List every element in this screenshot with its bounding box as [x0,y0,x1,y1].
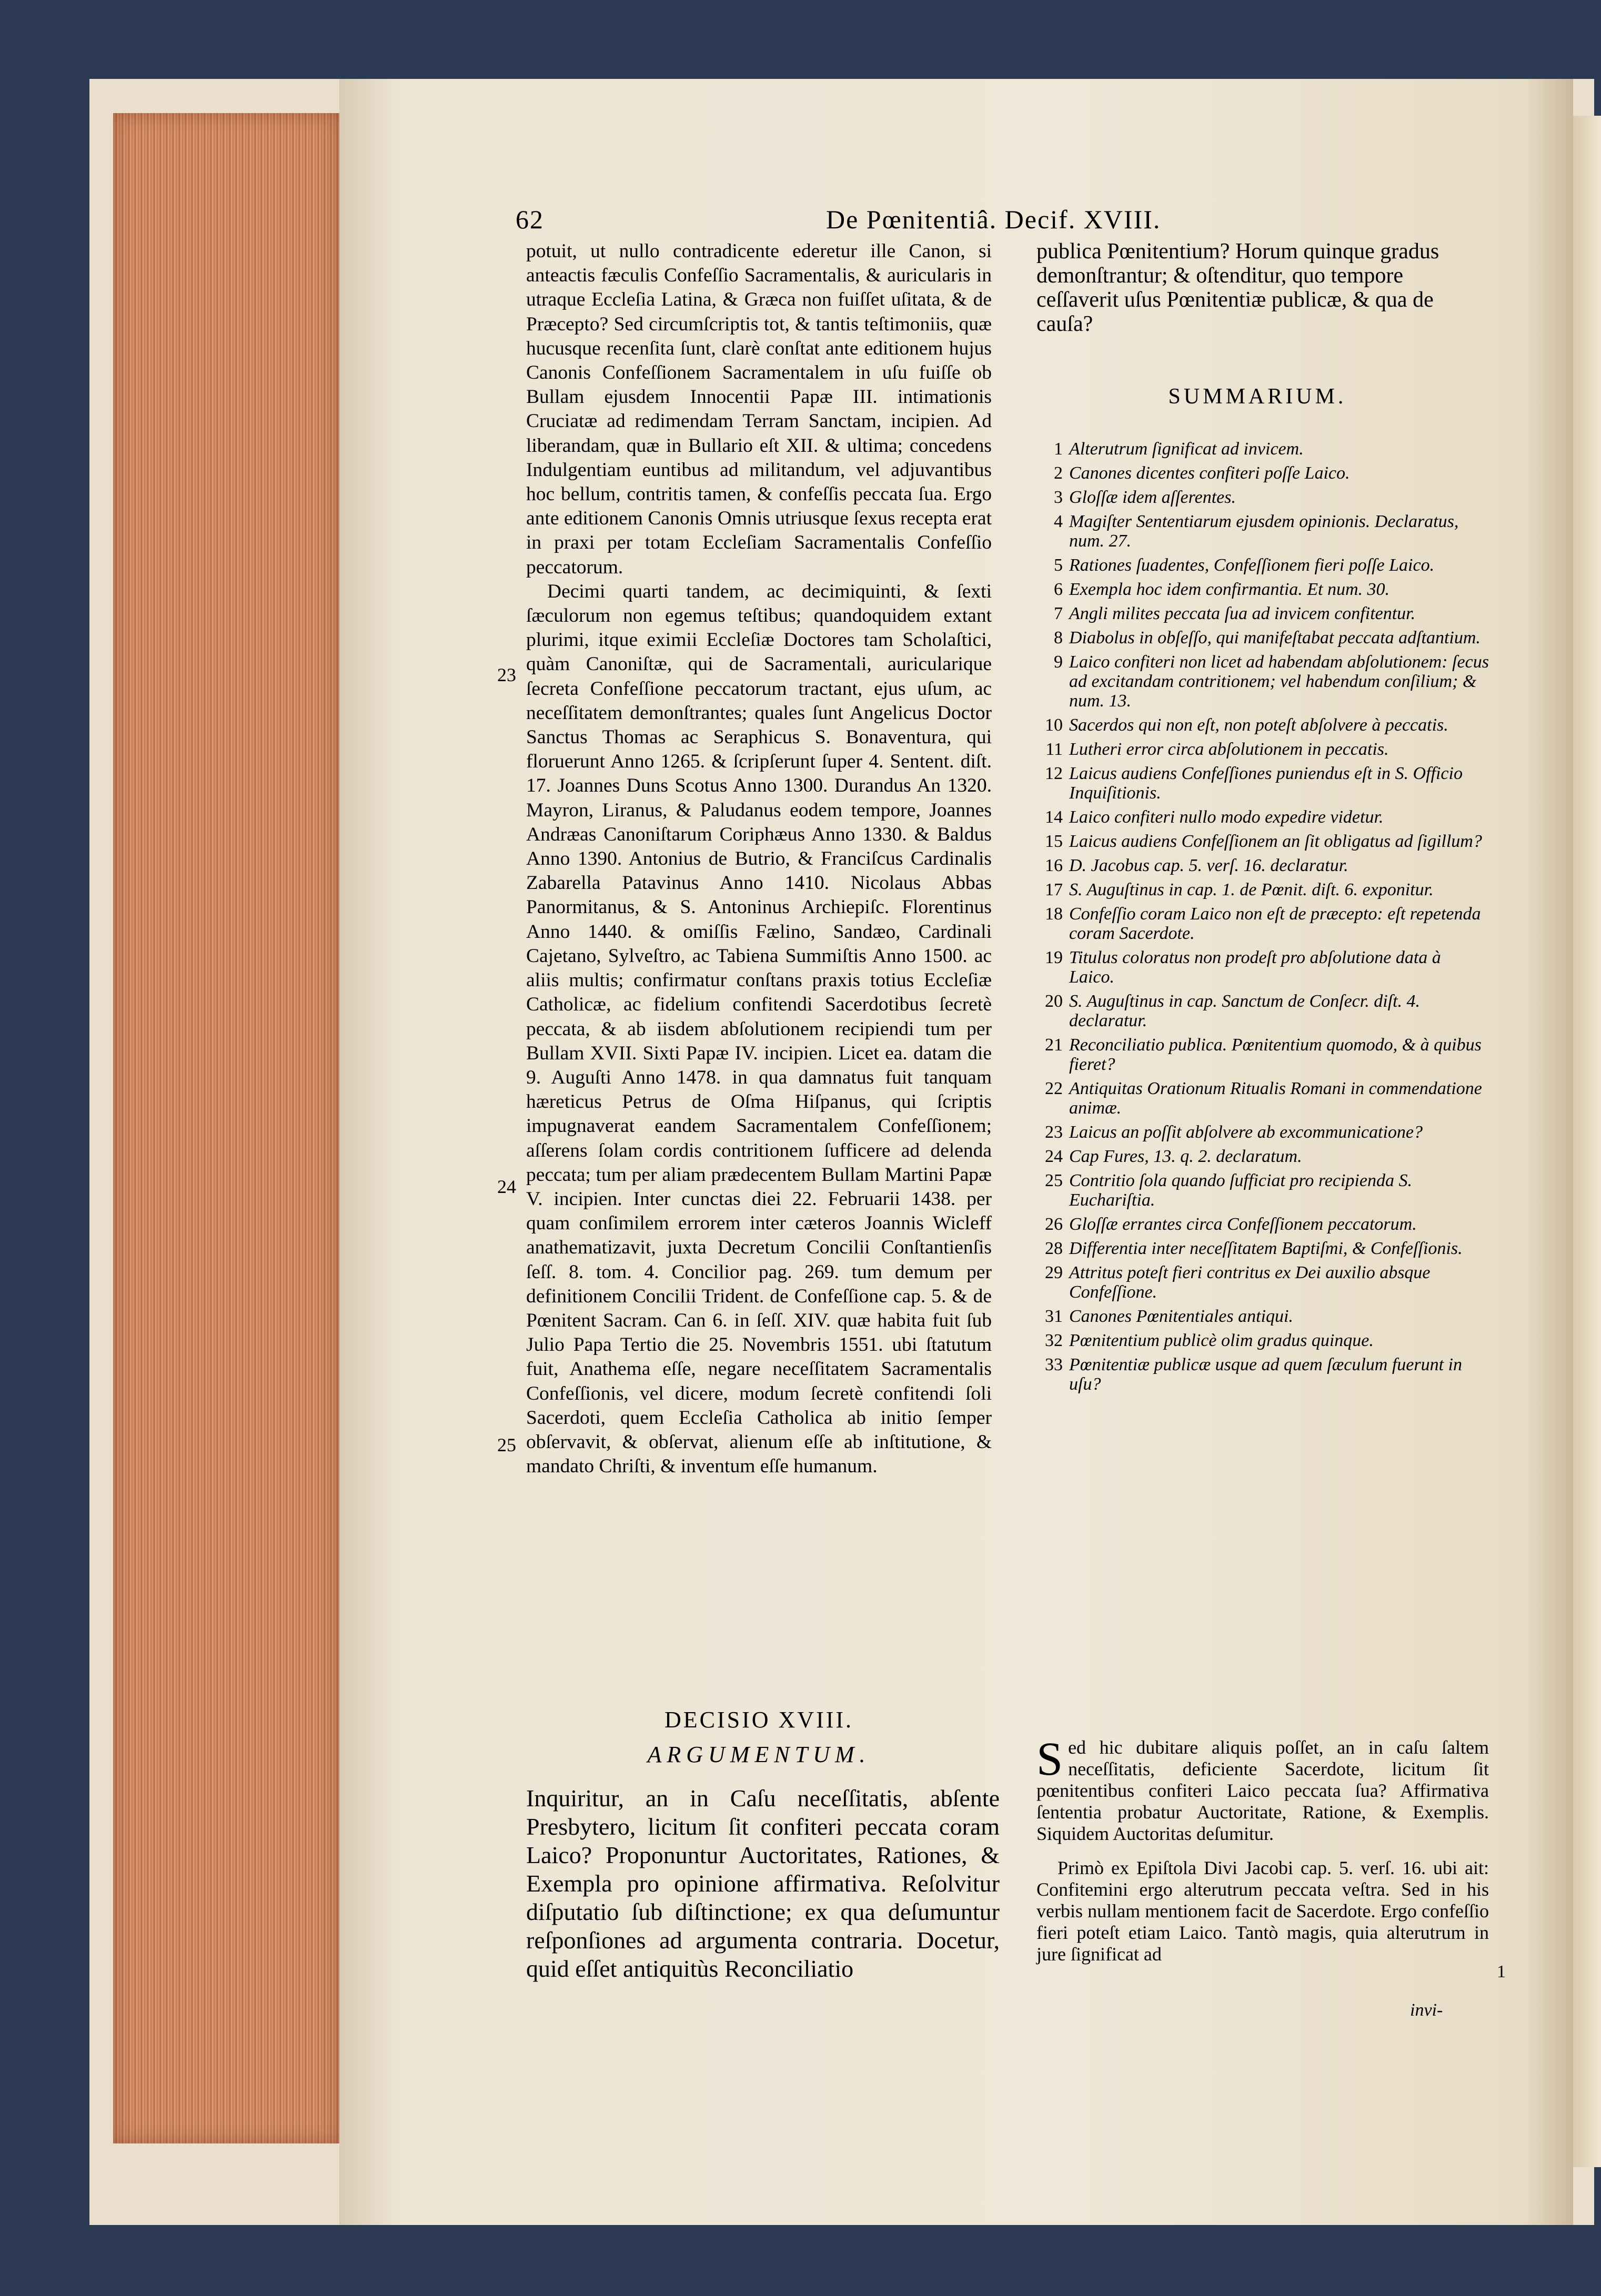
summarium-item [1036,463,1489,483]
page-number: 62 [516,205,544,234]
summarium-number: 26 [1045,1215,1063,1234]
argumentum-text: Inquiritur, an in Caſu neceſſitatis, abſente Presbytero, licitum ſit confiteri peccata coram Laico? Proponuntur Auctoritates, Rationes, & Exempla pro opinione affirmativa. Reſolvitur diſputatio ſub diſtinctione; ex qua deſumuntur reſponſiones ad argumenta contraria. Docetur, quid eſſet antiquitùs Reconciliatio [526,1785,1000,1982]
summarium-text: Gloſſæ errantes circa Confeſſionem peccatorum. [1069,1215,1417,1234]
summarium-item [1036,992,1489,1030]
summarium-text: Laicus audiens Confeſſionem an ſit obligatus ad ſigillum? [1069,832,1482,851]
summarium-item [1036,740,1489,759]
summarium-number: 15 [1045,832,1063,851]
summarium-text: D. Jacobus cap. 5. verſ. 16. declaratur. [1069,856,1348,875]
summarium-number: 23 [1045,1122,1063,1142]
summarium-item [1036,488,1489,507]
left-text-column [526,239,992,1479]
argumentum-continuation: publica Pœnitentium? Horum quinque gradus demonſtrantur; & oſtenditur, quo tempore ceſſaverit uſus Pœnitentiæ publicæ, & qua de cauſa? [1036,239,1439,336]
summarium-number: 19 [1045,948,1063,967]
margin-number: 24 [497,1176,516,1197]
summarium-item [1036,856,1489,875]
paragraph [1036,1733,1489,1845]
summarium-item [1036,512,1489,551]
summarium-text: Angli milites peccata ſua ad invicem confitentur. [1069,604,1416,623]
summarium-text: Exempla hoc idem confirmantia. Et num. 30. [1069,580,1390,599]
decisio-heading: DECISIO XVIII. [664,1707,854,1733]
summarium-item [1036,715,1489,735]
running-head [516,204,1200,241]
summarium-number: 2 [1054,463,1063,483]
summarium-text: Titulus coloratus non prodeſt pro abſolutione data à Laico. [1069,948,1441,987]
summarium-text: Laico confiteri nullo modo expedire videtur. [1069,807,1384,827]
summarium-heading: SUMMARIUM. [1168,385,1347,409]
summarium-number: 32 [1045,1331,1063,1350]
running-title: De Pœnitentiâ. Decif. XVIII. [826,205,1161,234]
summarium-item [1036,439,1489,459]
summarium-number: 3 [1054,488,1063,507]
summarium-item [1036,1355,1489,1394]
summarium-number: 24 [1045,1147,1063,1166]
summarium-number: 21 [1045,1035,1063,1055]
summarium-list [1036,439,1489,1399]
summarium-item [1036,1171,1489,1210]
summarium-item [1036,1263,1489,1302]
summarium-text: Cap Fures, 13. q. 2. declaratum. [1069,1147,1302,1166]
paragraph: potuit, ut nullo contradicente ederetur ille Canon, si anteactis fæculis Confeſſio Sacramentalis, & auricularis in utraque Eccleſia Latina, & Græca non fuiſſet uſitata, & de Præcepto? Sed circumſcriptis tot, & tantis teſtimoniis, quæ hucusque recenſita ſunt, clarè conſtat ante editionem hujus Canonis Confeſſionem Sacramentalem in uſu fuiſſe ob Bullam ejusdem Innocentii Papæ III. intimationis Cruciatæ ad redimendam Terram Sanctam, incipien. Ad liberandam, quæ in Bullario eſt XII. & ultima; concedens Indulgentiam euntibus ad militandum, vel adjuvantibus hoc bellum, contritis tamen, & confeſſis peccata ſua. Ergo ante editionem Canonis Omnis utriusque ſexus recepta erat in praxi per totam Eccleſiam Sacramentalis Confeſſio peccatorum. [526,240,992,578]
facing-page-edge [1573,116,1601,2167]
summarium-item [1036,832,1489,851]
summarium-item [1036,1035,1489,1074]
summarium-text: Pœnitentium publicè olim gradus quinque. [1069,1331,1374,1350]
summarium-item [1036,1307,1489,1326]
summarium-item [1036,904,1489,943]
summarium-item [1036,628,1489,648]
summarium-number: 22 [1045,1079,1063,1098]
summarium-number: 14 [1045,807,1063,827]
summarium-text: Diabolus in obſeſſo, qui manifeſtabat peccata adſtantium. [1069,628,1481,648]
paragraph-text: ed hic dubitare aliquis poſſet, an in caſu ſaltem neceſſitatis, deficiente Sacerdote, licitum ſit pœnitentibus confiteri Laico peccata ſua? Affirmativa ſententia probatur Auctoritate, Ratione, & Exemplis. Siquidem Auctoritas deſumitur. [1036,1737,1489,1844]
paragraph: Primò ex Epiſtola Divi Jacobi cap. 5. verſ. 16. ubi ait: Confitemini ergo alterutrum peccata veſtra. Sed in his verbis nullam mentionem facit de Sacerdote. Ergo confeſſio fieri poteſt etiam Laico. Tantò magis, quia alterutrum in jure ſignificat ad [1036,1857,1489,1965]
summarium-number: 9 [1054,652,1063,672]
summarium-text: Alterutrum ſignificat ad invicem. [1069,439,1304,459]
summarium-number: 11 [1045,740,1063,759]
argumentum-heading: ARGUMENTUM. [647,1742,871,1767]
summarium-text: Laico confiteri non licet ad habendam abſolutionem: ſecus ad excitandam contritionem; vel habendum conſilium; & num. 13. [1069,652,1489,711]
summarium-item [1036,1215,1489,1234]
summarium-number: 1 [1054,439,1063,459]
summarium-number: 10 [1045,715,1063,735]
summarium-item [1036,1239,1489,1258]
summarium-text: Reconciliatio publica. Pœnitentium quomodo, & à quibus fieret? [1069,1035,1482,1074]
summarium-text: Magiſter Sententiarum ejusdem opinionis. Declaratus, num. 27. [1069,512,1459,551]
summarium-number: 4 [1054,512,1063,531]
paragraph: Decimi quarti tandem, ac decimiquinti, & ſexti ſæculorum non egemus teſtibus; quandoquidem extant plurimi, itque eximii Eccleſiæ Doctores tam Scholaſtici, quàm Canoniſtæ, qui de Sacramentali, auricularique ſecreta Confeſſione peccatorum tractant, ejus uſum, ac neceſſitatem demonſtrantes; quales ſunt Angelicus Doctor Sanctus Thomas ac Seraphicus S. Bonaventura, qui floruerunt Anno 1265. & ſcripſerunt ſuper 4. Sentent. diſt. 17. Joannes Duns Scotus Anno 1300. Durandus An 1320. Mayron, Liranus, & Paludanus eodem tempore, Joannes Andræas Canoniſtarum Coriphæus Anno 1330. & Baldus Anno 1390. Antonius de Butrio, & Franciſcus Cardinalis Zabarella Patavinus Anno 1410. Nicolaus Abbas Panormitanus, & S. Antoninus Archiepiſc. Florentinus Anno 1440. & omiſſis Fælino, Sandæo, Cardinali Cajetano, Sylveſtro, ac Tabiena Summiſtis Anno 1500. ac aliis multis; confirmatur conſtans praxis totius Eccleſiæ Catholicæ, ac fidelium confitendi Sacerdotibus ſecretè peccata, & ab iisdem abſolutionem recipiendi tum per Bullam XVII. Sixti Papæ IV. incipien. Licet ea. datam die 9. Auguſti Anno 1478. in qua damnatus fuit tanquam hæreticus Petrus de Oſma Hiſpanus, qui ſcriptis impugnaverat eandem Sacramentalem Confeſſionem; aſſerens ſolam cordis contritionem ſufficere ad delenda peccata; tum per aliam prædecentem Bullam Martini Papæ V. incipien. Inter cunctas diei 22. Februarii 1438. per quam conſimilem errorem inter cæteros Joannis Wicleff anathematizavit, juxta Decretum Concilii Conſtantienſis ſeſſ. 8. tom. 4. Concilior pag. 269. tum demum per definitionem Concilii Trident. de Confeſſione cap. 5. & de Pœnitent Sacram. Can 6. in ſeſſ. XIV. quæ habita fuit ſub Julio Papa Tertio die 25. Novembris 1551. ubi ſtatutum fuit, Anathema eſſe, negare neceſſitatem Sacramentalis Confeſſionis, vel dicere, modum ſecretè confitendi ſoli Sacerdoti, quem Eccleſia Catholica ab initio ſemper obſervavit, & obſervat, alienum eſſe ab inſtitutione, & mandato Chriſti, & inventum eſſe humanum. [526,580,992,1478]
summarium-item [1036,948,1489,987]
summarium-number: 29 [1045,1263,1063,1282]
summarium-item [1036,604,1489,623]
summarium-number: 5 [1054,555,1063,575]
summarium-text: S. Auguſtinus in cap. 1. de Pœnit. diſt. 6. exponitur. [1069,880,1434,899]
summarium-item [1036,807,1489,827]
summarium-text: Laicus an poſſit abſolvere ab excommunicatione? [1069,1122,1423,1142]
summarium-text: Rationes ſuadentes, Confeſſionem fieri poſſe Laico. [1069,555,1435,575]
summarium-item [1036,580,1489,599]
summarium-number: 8 [1054,628,1063,648]
summarium-text: Contritio ſola quando ſufficiat pro recipienda S. Euchariſtia. [1069,1171,1412,1210]
summarium-number: 33 [1045,1355,1063,1374]
summarium-number: 20 [1045,992,1063,1011]
summarium-number: 18 [1045,904,1063,924]
summarium-item [1036,1122,1489,1142]
summarium-number: 17 [1045,880,1063,899]
summarium-item [1036,652,1489,711]
summarium-text: Lutheri error circa abſolutionem in peccatis. [1069,740,1389,759]
summarium-item [1036,1331,1489,1350]
drop-cap: S [1036,1733,1063,1785]
summarium-item [1036,880,1489,899]
catchword: invi- [1410,2000,1443,2020]
summarium-text: Canones Pœnitentiales antiqui. [1069,1307,1293,1326]
summarium-number: 28 [1045,1239,1063,1258]
summarium-text: Pœnitentiæ publicæ usque ad quem ſæculum fuerunt in uſu? [1069,1355,1463,1394]
margin-number: 23 [497,664,516,685]
summarium-number: 12 [1045,764,1063,783]
summarium-item [1036,1147,1489,1166]
right-body-text [1036,1733,1489,1978]
summarium-number: 7 [1054,604,1063,623]
summarium-text: Differentia inter neceſſitatem Baptiſmi, & Confeſſionis. [1069,1239,1463,1258]
summarium-number: 6 [1054,580,1063,599]
summarium-item [1036,764,1489,803]
summarium-item [1036,555,1489,575]
summarium-text: Canones dicentes confiteri poſſe Laico. [1069,463,1350,483]
summarium-text: Antiquitas Orationum Ritualis Romani in commendatione animæ. [1069,1079,1482,1118]
margin-number: 25 [497,1434,516,1455]
summarium-text: Sacerdos qui non eſt, non poteſt abſolvere à peccatis. [1069,715,1448,735]
summarium-item [1036,1079,1489,1118]
summarium-number: 31 [1045,1307,1063,1326]
summarium-text: S. Auguſtinus in cap. Sanctum de Conſecr. diſt. 4. declaratur. [1069,992,1421,1030]
page-fore-edge [113,113,339,2143]
summarium-number: 16 [1045,856,1063,875]
margin-number: 1 [1497,1962,1506,1981]
summarium-text: Attritus poteſt fieri contritus ex Dei auxilio absque Confeſſione. [1069,1263,1431,1302]
summarium-text: Laicus audiens Confeſſiones puniendus eſt in S. Officio Inquiſitionis. [1069,764,1463,803]
summarium-text: Gloſſæ idem aſſerentes. [1069,488,1236,507]
summarium-text: Confeſſio coram Laico non eſt de præcepto: eſt repetenda coram Sacerdote. [1069,904,1481,943]
summarium-number: 25 [1045,1171,1063,1190]
